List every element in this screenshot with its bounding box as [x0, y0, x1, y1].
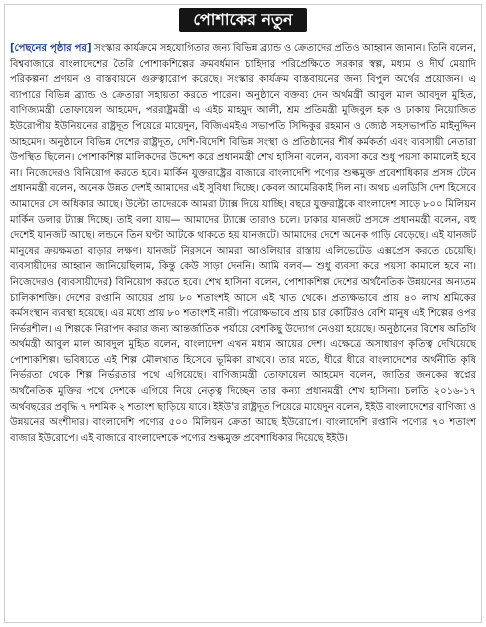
news-article: [4, 4, 482, 623]
headline-container: [5, 5, 481, 37]
article-headline: পোশাকের নতুন: [179, 8, 306, 32]
article-paragraph: [10, 41, 476, 446]
article-body-text: সংস্কার কার্যক্রমে সহযোগিতার জন্য বিভিন্ন ব্র্যান্ড ও ক্রেতাদের প্রতিও আহ্বান জানান। তিনি বলেন, বিশ্ববাজারে বাংলাদেশের তৈরি পোশাকশিল্পের ক্রমবর্ধমান চাহিদার পরিপ্রেক্ষিতে সরকার স্বল্প, মধ্যম ও দীর্ঘ মেয়াদি পরিকল্পনা প্রণয়ন ও বাস্তবায়নে গুরুত্বারোপ করেছে। সংস্কার কার্যক্রম বাস্তবায়নের জন্য বিপুল অর্থের প্রয়োজন। এ ব্যাপারে বিভিন্ন ব্র্যান্ড ও ক্রেতারা সহায়তা করতে পারেন। অনুষ্ঠানে বক্তব্য দেন অর্থমন্ত্রী আবুল মাল আবদুল মুহিত, বাণিজ্যমন্ত্রী তোফায়েল আহমেদ, পররাষ্ট্রমন্ত্রী এ এইচ মাহমুদ আলী, শ্রম প্রতিমন্ত্রী মুজিবুল হক ও ঢাকায় নিয়োজিত ইউরোপীয় ইউনিয়নের রাষ্ট্রদূত পিয়েরে মায়েদুন, বিজিএমইএ সভাপতি সিদ্দিকুর রহমান ও জ্যেষ্ঠ সহসভাপতি মাইনুদ্দিন আহমেদ। অনুষ্ঠানে বিভিন্ন দেশের রাষ্ট্রদূত, দেশি-বিদেশি বিভিন্ন সংস্থা ও প্রতিষ্ঠানের শীর্ষ কর্মকর্তা এবং ব্যবসায়ী নেতারা উপস্থিত ছিলেন। পোশাকশিল্প মালিকদের উদ্দেশ করে প্রধানমন্ত্রী শেখ হাসিনা বলেন, ব্যবসা করে শুধু পয়সা কামালেই হবে না। নিজেদেরও বিনিয়োগ করতে হবে। মার্কিন যুক্তরাষ্ট্রের বাজারে বাংলাদেশি পণ্যের শুল্কমুক্ত প্রবেশাধিকার প্রসঙ্গ টেনে প্রধানমন্ত্রী বলেন, অনেক উন্নত দেশই আমাদের এই সুবিধা দিচ্ছে। কেবল আমেরিকাই দিল না। অথচ এলডিসি দেশ হিসেবে আমাদের সে অধিকার আছে। উল্টো তাদেরকে আমরা ট্যাক্স দিয়ে যাচ্ছি। বছরে যুক্তরাষ্ট্রকে বাংলাদেশ সাড়ে ৮০০ মিলিয়ন মার্কিন ডলার ট্যাক্স দিচ্ছে। তাই বলা যায়— আমাদের ট্যাক্সে তারাও চলে। ঢাকার যানজট প্রসঙ্গে প্রধানমন্ত্রী বলেন, বহু দেশেই যানজট আছে। লন্ডনে তিন ঘণ্টা আটকে থাকতে হয় যানজটে। আমাদের দেশে অনেক গাড়ি বেড়েছে। এই যানজট মানুষের ক্রয়ক্ষমতা বাড়ার লক্ষণ। যানজট নিরসনে আমরা আওলিয়ার রাস্তায় এলিভেটেড এক্সপ্রেস করতে চেয়েছি। ব্যবসায়ীদের আহ্বান জানিয়েছিলাম, কিন্তু কেউ সাড়া দেননি। আমি বলব— শুধু ব্যবসা করে পয়সা কামালে হবে না। নিজেদেরও (ব্যবসায়ীদের) বিনিয়োগ করতে হবে। শেখ হাসিনা বলেন, পোশাকশিল্প দেশের অর্থনৈতিক উন্নয়নের অন্যতম চালিকাশক্তি। দেশের রপ্তানি আয়ের প্রায় ৮০ শতাংশই আসে এই খাত থেকে। প্রত্যক্ষভাবে প্রায় ৪০ লাখ শ্রমিকের কর্মসংস্থান ব্যবস্থা হয়েছে। এর মধ্যে প্রায় ৮০ শতাংশই নারী। পরোক্ষভাবে প্রায় চার কোটিরও বেশি মানুষ এই শিল্পের ওপর নির্ভরশীল। এ শিল্পকে নিরাপদ করার জন্য আন্তর্জাতিক পর্যায়ে বেশকিছু উদ্যোগ নেওয়া হয়েছে। অনুষ্ঠানের বিশেষ অতিথি অর্থমন্ত্রী আবুল মাল আবদুল মুহিত বলেন, বাংলাদেশ এখন মধ্যম আয়ের দেশ। এক্ষেত্রে অসাধারণ কৃতিত্ব দেখিয়েছে পোশাকশিল্প। ভবিষ্যতে এই শিল্প মৌলখাত হিসেবে ভূমিকা রাখবে। তার মতে, ধীরে ধীরে বাংলাদেশের অর্থনীতি কৃষি নির্ভরতা থেকে শিল্প নির্ভরতার পথে এগিয়েছে। বাণিজ্যমন্ত্রী তোফায়েল আহমেদ বলেন, জাতির জনকের স্বপ্নের অর্থনৈতিক মুক্তির পথে দেশকে এগিয়ে নিয়ে নেতৃত্ব দিচ্ছেন তার কন্যা প্রধানমন্ত্রী শেখ হাসিনা। চলতি ২০১৬-১৭ অর্থবছরের প্রবৃদ্ধি ৭ দশমিক ২ শতাংশ ছাড়িয়ে যাবে। ইইউ'র রাষ্ট্রদূত পিয়েরে মায়েদুন বলেন, ইইউ বাংলাদেশের বাণিজ্য ও উন্নয়নের অংশীদার। বাংলাদেশি পণ্যের ৫০০ মিলিয়ন ক্রেতা আছে ইউরোপে। বাংলাদেশি রপ্তানি পণ্যের ৭০ শতাংশ বাজার ইউরোপে। এই বাজারে বাংলাদেশকে পণ্যের শুল্কমুক্ত প্রবেশাধিকার দিয়েছে ইইউ।: [10, 43, 476, 444]
article-body: [5, 37, 481, 446]
continued-from-label: [পেছনের পৃষ্ঠার পর]: [10, 43, 92, 54]
